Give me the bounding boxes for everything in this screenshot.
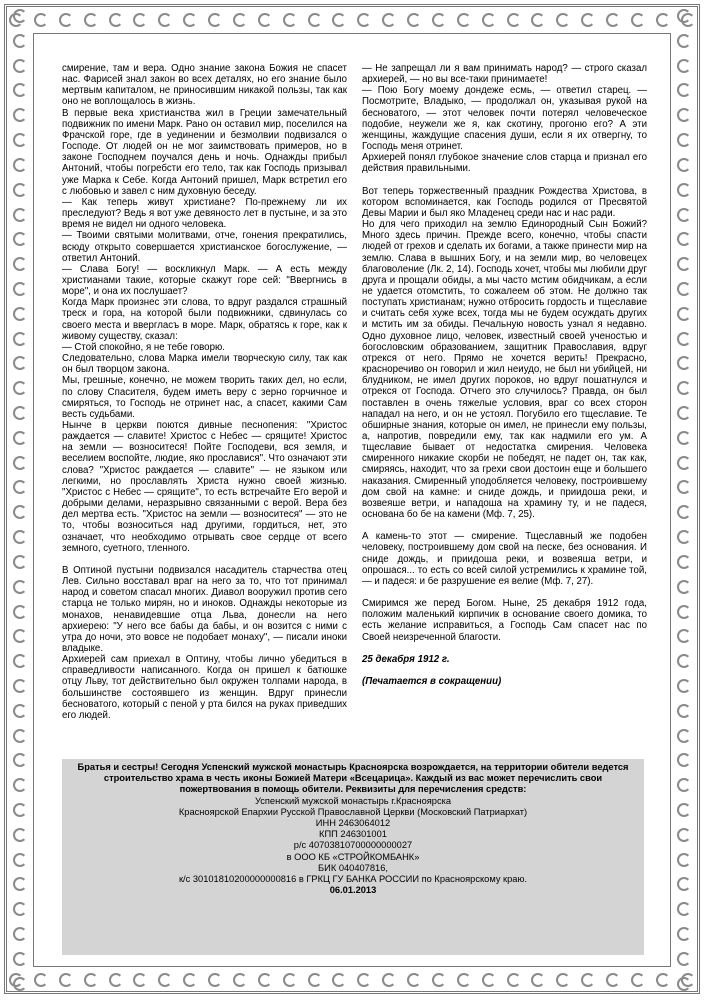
ornament-scroll	[556, 13, 570, 27]
paragraph: Смиримся же перед Богом. Ныне, 25 декабря 1912 года, положим маленький кирпичик в основание своего домика, то есть желание исправиться, а Господь Сам спасет нас по Своей неизреченной благости.	[362, 598, 647, 643]
ornament-scroll	[13, 729, 27, 743]
bank-detail-line: р/с 40703810700000000027	[293, 840, 413, 851]
ornament-scroll	[59, 13, 73, 27]
ornament-scroll	[677, 902, 691, 916]
ornament-scroll	[13, 480, 27, 494]
ornament-scroll	[677, 83, 691, 97]
donation-box	[62, 759, 644, 955]
ornament-scroll	[13, 108, 27, 122]
ornament-scroll	[13, 332, 27, 346]
ornament-scroll	[677, 282, 691, 296]
ornament-scroll	[13, 654, 27, 668]
ornament-scroll	[606, 13, 620, 27]
article-date: 25 декабря 1912 г.	[362, 653, 450, 665]
ornament-scroll	[258, 13, 272, 27]
ornament-scroll	[158, 13, 172, 27]
ornament-scroll	[332, 973, 346, 987]
paragraph-gap	[362, 587, 647, 598]
bank-detail-line: ИНН 2463064012	[315, 818, 391, 829]
ornament-scroll	[677, 9, 691, 23]
ornament-scroll	[133, 13, 147, 27]
ornament-scroll	[482, 13, 496, 27]
footer-date: 06.01.2013	[329, 885, 377, 896]
ornament-scroll	[677, 580, 691, 594]
ornament-scroll	[531, 973, 545, 987]
ornament-scroll	[13, 505, 27, 519]
ornament-scroll	[677, 34, 691, 48]
ornament-scroll	[13, 381, 27, 395]
ornament-scroll	[656, 973, 670, 987]
ornament-scroll	[677, 406, 691, 420]
ornament-scroll	[13, 952, 27, 966]
ornament-scroll	[13, 282, 27, 296]
ornament-scroll	[507, 13, 521, 27]
bank-detail-line: БИК 040407816,	[318, 862, 388, 873]
paragraph: Архиерей сам приехал в Оптину, чтобы лично убедиться в справедливости написанного. Когда он пришел к батюшке отцу Льву, тот действительно был окружен толпами народа, в большинстве состоявшего из женщин. Вдруг принесли бесноватого, который с пеной у рта бился на руках приведших его людей.	[62, 654, 347, 721]
ornament-scroll	[507, 973, 521, 987]
paragraph: смирение, там и вера. Одно знание закона Божия не спасет нас. Фарисей знал закон во всех деталях, но его знание было мертвым капиталом, не приносившим никакой пользы, так как оно не воплощалось в жизнь.	[62, 63, 347, 108]
ornament-scroll	[109, 973, 123, 987]
ornament-scroll	[677, 257, 691, 271]
ornament-scroll	[13, 9, 27, 23]
paragraph: Но для чего приходил на землю Единородный Сын Божий? Много здесь причин. Прежде всего, конечно, чтобы спасти людей от грехов и сделать их богами, а также принести мир на землю. Слава в вышних Богу, и на земли мир, во человецех благоволение (Лк. 2, 14). Господь хочет, чтобы мы любили друг друга и прощали обиды, а мы часто мстим обидчикам, а если не удается отомстить, то сожалеем об этом. Не должно так поступать христианам; нужно отбросить гордость и тщеславие и считать себя хуже всех, тогда мы не будем осуждать других и мстить им за обиды. Печальную новость узнал я недавно. Одно духовное лицо, человек, известный своей ученостью и богословским образованием, защитник Православия, вдруг отрекся от него. Прямо не хочется верить! Прекрасно, красноречиво он говорил и жил неиудо, не был ни убийцей, ни блудником, не имел других пороков, но вдруг пошатнулся и отрекся от Господа. Отчего это случилось? Правда, он был поставлен в очень тяжелые условия, враг со всех сторон нападал на него, и он не устоял. Погубило его тщеславие. Те обширные знания, которые он имел, не принесли ему пользы, а, напротив, повредили ему, так как надмили его ум. А тщеславие бывает от недостатка смирения. Человека смиренного никакие скорби не победят, не падет он, так как, смиряясь, находит, что за грехи свои достоин еще и большего наказания. Смиренный уподобляется человеку, построившему дом свой на камне: и сниде дождь, и приидоша реки, и возвеяше ветри, и нападоша на храмину ту, и не падеся, основана бо бе на камени (Мф. 7, 25).	[362, 219, 647, 521]
paragraph: Вот теперь торжественный праздник Рождества Христова, в котором вспоминается, как Господь родился от Пресвятой Девы Марии и был яко Младенец среди нас и нас ради.	[362, 185, 647, 219]
ornament-scroll	[677, 778, 691, 792]
ornament-scroll	[34, 13, 48, 27]
ornament-scroll	[13, 902, 27, 916]
ornament-scroll	[308, 13, 322, 27]
ornament-scroll	[13, 530, 27, 544]
ornament-scroll	[677, 133, 691, 147]
ornament-scroll	[432, 973, 446, 987]
ornament-scroll	[677, 431, 691, 445]
paragraph-gap	[362, 643, 647, 654]
ornament-scroll	[258, 973, 272, 987]
ornament-border-right	[673, 9, 695, 991]
paragraph: Архиерей понял глубокое значение слов старца и признал его действия правильными.	[362, 152, 647, 175]
ornament-scroll	[631, 973, 645, 987]
ornament-scroll	[457, 13, 471, 27]
ornament-scroll	[283, 973, 297, 987]
paragraph: — Слава Богу! — воскликнул Марк. — А есть между христианами такие, которые скажут горе сей: "Ввергнись в море", и она их послушает?	[62, 263, 347, 298]
ornament-scroll	[13, 629, 27, 643]
ornament-scroll	[677, 977, 691, 991]
paragraph: — Стой спокойно, я не тебе говорю.	[62, 341, 225, 353]
paragraph-gap	[62, 554, 347, 565]
ornament-scroll	[13, 753, 27, 767]
ornament-border-bottom	[9, 969, 695, 991]
paragraph: В первые века христианства жил в Греции замечательный подвижник по имени Марк. Рано он оставил мир, поселился на Фрачской горе, где в уединении и безмолвии подвизался о Господе. От людей он не мог заимствовать примеров, но в законе Господнем поучался день и ночь. Однажды прибыл Антоний, чтобы погребсти его тело, так как Господь призывал уже Марка к Себе. Когда Антоний пришел, Марк встретил его с любовью и завел с ним духовную беседу.	[62, 107, 347, 197]
ornament-scroll	[677, 877, 691, 891]
ornament-scroll	[13, 828, 27, 842]
ornament-scroll	[109, 13, 123, 27]
ornament-scroll	[677, 729, 691, 743]
ornament-scroll	[677, 59, 691, 73]
ornament-scroll	[556, 973, 570, 987]
ornament-scroll	[233, 13, 247, 27]
ornament-scroll	[677, 704, 691, 718]
ornament-scroll	[208, 13, 222, 27]
ornament-scroll	[13, 456, 27, 470]
ornament-scroll	[84, 973, 98, 987]
paragraph-gap	[362, 175, 647, 186]
ornament-scroll	[631, 13, 645, 27]
paragraph: — Как теперь живут христиане? По-прежнему ли их преследуют? Ведь я вот уже девяносто лет в пустыне, и за это время не видел ни одного человека.	[62, 196, 347, 231]
publication-note: (Печатается в сокращении)	[362, 675, 502, 687]
bank-detail-line: Успенский мужской монастырь г.Красноярска	[254, 795, 452, 806]
ornament-scroll	[677, 679, 691, 693]
ornament-scroll	[13, 877, 27, 891]
paragraph-gap	[362, 665, 647, 676]
paragraph: Следовательно, слова Марка имели творческую силу, так как он был творцом закона.	[62, 353, 347, 376]
bank-detail-line: КПП 246301001	[319, 829, 387, 840]
ornament-scroll	[677, 356, 691, 370]
ornament-scroll	[13, 778, 27, 792]
paragraph: В Оптиной пустыни подвизался насадитель старчества отец Лев. Сильно восставал враг на него за то, что тот принимал народ и советом спасал многих. Диавол вооружил против сего старца не только мирян, но и иноков. Однажды некоторые из монахов, ненавидевшие отца Льва, донесли на него архиерею: "У него все бабы да бабы, и он возится с ними с утра до ночи, это вовсе не подобает монаху", — писали иноки владыке.	[62, 564, 347, 654]
ornament-scroll	[482, 973, 496, 987]
article-left-column	[62, 63, 347, 721]
ornament-scroll	[308, 973, 322, 987]
ornament-scroll	[656, 13, 670, 27]
ornament-scroll	[84, 13, 98, 27]
ornament-scroll	[13, 59, 27, 73]
ornament-scroll	[283, 13, 297, 27]
ornament-scroll	[13, 704, 27, 718]
ornament-scroll	[13, 208, 27, 222]
ornament-scroll	[183, 973, 197, 987]
ornament-scroll	[233, 973, 247, 987]
bank-detail-line: к/с 30101810200000000816 в ГРКЦ ГУ БАНКА РОССИИ по Красноярскому краю.	[178, 874, 528, 885]
ornament-scroll	[13, 406, 27, 420]
ornament-scroll	[677, 629, 691, 643]
ornament-scroll	[677, 158, 691, 172]
ornament-scroll	[581, 973, 595, 987]
ornament-scroll	[208, 973, 222, 987]
ornament-scroll	[13, 307, 27, 321]
ornament-scroll	[677, 307, 691, 321]
ornament-scroll	[13, 158, 27, 172]
ornament-scroll	[677, 555, 691, 569]
paragraph: Мы, грешные, конечно, не можем творить таких дел, но если, по слову Спасителя, будем иметь веру с зерно горчичное и смиряться, то Господь не отринет нас, а спасет, какими Сам весть судьбами.	[62, 375, 347, 420]
paragraph-gap	[362, 520, 647, 531]
ornament-scroll	[13, 853, 27, 867]
ornament-scroll	[457, 973, 471, 987]
ornament-scroll	[432, 13, 446, 27]
ornament-scroll	[13, 34, 27, 48]
article-right-column	[362, 63, 647, 687]
ornament-scroll	[677, 753, 691, 767]
ornament-scroll	[677, 828, 691, 842]
ornament-scroll	[133, 973, 147, 987]
ornament-scroll	[407, 973, 421, 987]
ornament-scroll	[677, 952, 691, 966]
paragraph: — Твоими святыми молитвами, отче, гонения прекратились, всюду открыто совершается христианское богослужение, — ответил Антоний.	[62, 230, 347, 264]
ornament-scroll	[677, 332, 691, 346]
ornament-scroll	[677, 208, 691, 222]
ornament-scroll	[13, 977, 27, 991]
ornament-scroll	[677, 605, 691, 619]
ornament-scroll	[677, 232, 691, 246]
paragraph: — Пою Богу моему дондеже есмь, — ответил старец. — Посмотрите, Владыко, — продолжал он, указывая рукой на бесноватого, — этот человек почти потерял человеческое подобие, неужели же я, как скотину, прогоню его? А эти женщины, жаждущие спасения души, если я их отвергну, то Господь меня отринет.	[362, 85, 647, 153]
ornament-scroll	[13, 605, 27, 619]
ornament-scroll	[158, 973, 172, 987]
ornament-scroll	[677, 108, 691, 122]
ornament-scroll	[382, 973, 396, 987]
ornament-scroll	[677, 456, 691, 470]
bank-detail-line: Красноярской Епархии Русской Православной Церкви (Московский Патриархат)	[178, 806, 528, 817]
ornament-scroll	[34, 973, 48, 987]
ornament-scroll	[677, 505, 691, 519]
ornament-scroll	[332, 13, 346, 27]
ornament-scroll	[407, 13, 421, 27]
paragraph: А камень-то этот — смирение. Тщеславный же подобен человеку, построившему дом свой на песке, без основания. И сниде дождь, и приидоша реки, и возвеяша ветри, и опрошася... то есть со всей силой устремились к храмине той, — и падеся: и бе разрушение ея велие (Мф. 7, 27).	[362, 531, 647, 587]
ornament-scroll	[13, 257, 27, 271]
ornament-scroll	[13, 927, 27, 941]
ornament-scroll	[13, 83, 27, 97]
ornament-scroll	[677, 381, 691, 395]
ornament-scroll	[357, 973, 371, 987]
ornament-border-left	[9, 9, 31, 991]
ornament-scroll	[677, 853, 691, 867]
ornament-scroll	[677, 927, 691, 941]
ornament-scroll	[13, 679, 27, 693]
ornament-scroll	[531, 13, 545, 27]
bank-detail-line: в ООО КБ «СТРОЙКОМБАНК»	[286, 851, 420, 862]
ornament-border-top	[9, 9, 695, 31]
paragraph: Когда Марк произнес эти слова, то вдруг раздался страшный треск и гора, на которой были подвижники, сдвинулась со своего места и ввергласъ в море. Марк, обратясь к горе, как к живому существу, сказал:	[62, 297, 347, 342]
ornament-scroll	[13, 555, 27, 569]
ornament-scroll	[677, 183, 691, 197]
ornament-scroll	[183, 13, 197, 27]
ornament-scroll	[59, 973, 73, 987]
ornament-scroll	[13, 183, 27, 197]
ornament-scroll	[13, 803, 27, 817]
ornament-scroll	[606, 973, 620, 987]
ornament-scroll	[677, 803, 691, 817]
ornament-scroll	[13, 580, 27, 594]
ornament-scroll	[677, 530, 691, 544]
paragraph: Нынче в церкви поются дивные песнопения: "Христос раждается — славите! Христос с Небес — срящите! Христос на земли — возноситеся! Пойте Господеви, вся земля, и веселием воспойте, людие, яко прославися". Что означают эти слова? "Христос раждается — славите" — не языком или легкими, но прославлять Христа нужно своей жизнью. "Христос с Небес — срящите", то есть встречайте Его верой и добрыми делами, неразрывно связанными с верой. Вера без дел мертва есть. "Христос на земли — возноситеся" — это не то, чтобы возноситься над другими, гордиться, нет, это означает, что необходимо отрывать свое сердце от всего земного, суетного, тленного.	[62, 420, 347, 554]
ornament-scroll	[677, 480, 691, 494]
ornament-scroll	[13, 431, 27, 445]
ornament-scroll	[13, 133, 27, 147]
donation-appeal: Братья и сестры! Сегодня Успенский мужской монастырь Красноярска возрождается, на территории обители ведется строительство храма в честь иконы Божией Матери «Всецарица». Каждый из вас может перечислить свои пожертвования в помощь обители. Реквизиты для перечисления средств:	[77, 762, 629, 795]
paragraph: — Не запрещал ли я вам принимать народ? — строго сказал архиерей, — но вы все-таки принимаете!	[362, 63, 647, 86]
ornament-scroll	[13, 232, 27, 246]
ornament-scroll	[357, 13, 371, 27]
ornament-scroll	[13, 356, 27, 370]
ornament-scroll	[581, 13, 595, 27]
ornament-scroll	[677, 654, 691, 668]
ornament-scroll	[382, 13, 396, 27]
